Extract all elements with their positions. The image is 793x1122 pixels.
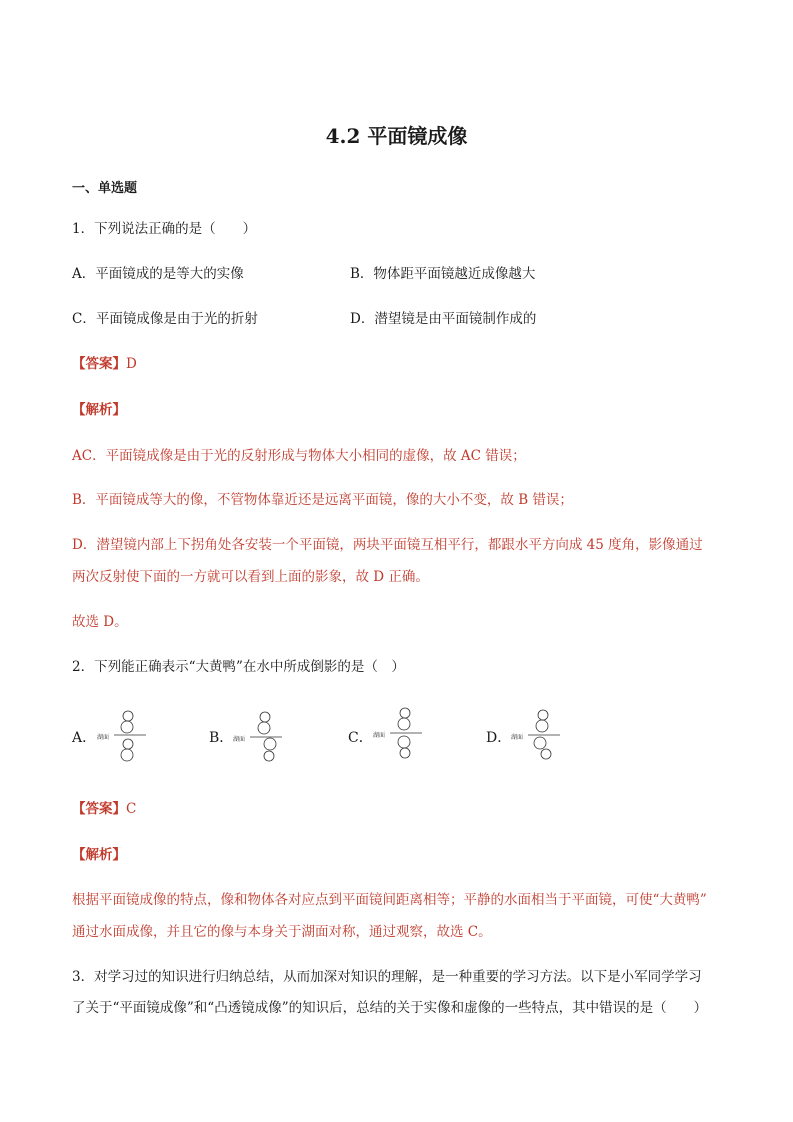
q2-stem: 2．下列能正确表示“大黄鸭”在水中所成倒影的是（ ） [72,659,405,675]
duck-reflection-figure-a [96,706,148,764]
duck-reflection-figure-b [232,708,284,766]
lake-surface-label: 湖面 [373,732,386,739]
q2-analysis-line-2: 通过水面成像，并且它的像与本身关于湖面对称，通过观察，故选 C。 [72,924,492,940]
q1-answer-tag: 【答案】 [72,356,126,372]
q1-answer: D [126,356,137,372]
q2-option-a-label: A． [72,730,97,746]
duck-reflection-figure-d [510,706,562,764]
q1-analysis-line-1: AC．平面镜成像是由于光的反射形成与物体大小相同的虚像，故 AC 错误； [72,448,526,464]
q2-analysis-line-1: 根据平面镜成像的特点，像和物体各对应点到平面镜间距离相等；平静的水面相当于平面镜，可使“大黄鸭” [72,892,707,908]
q2-option-d-label: D． [486,730,512,746]
q1-option-c: C．平面镜成像是由于光的折射 [72,311,258,327]
lake-surface-label: 湖面 [233,736,246,743]
q2-figure-c [372,704,424,762]
q2-figure-d [510,706,562,764]
q1-analysis-line-2: B．平面镜成等大的像，不管物体靠近还是远离平面镜，像的大小不变，故 B 错误； [72,492,573,508]
q2-analysis-tag: 【解析】 [72,847,126,863]
q1-stem: 1．下列说法正确的是（ ） [72,221,257,237]
q2-option-b-label: B． [209,730,234,746]
duck-reflection-figure-c [372,704,424,762]
q2-figure-b [232,708,284,766]
lake-surface-label: 湖面 [97,734,110,741]
q3-stem-line-1: 3．对学习过的知识进行归纳总结，从而加深对知识的理解，是一种重要的学习方法。以下是小军同学学习 [72,969,702,985]
q2-answer: C [126,801,137,817]
page-title: 4.2 平面镜成像 [325,124,468,148]
q1-analysis-tag: 【解析】 [72,402,126,418]
q2-answer-tag: 【答案】 [72,801,126,817]
q1-option-d: D．潜望镜是由平面镜制作成的 [350,311,537,327]
q2-option-c-label: C． [348,730,373,746]
q2-answer-line [72,797,136,817]
q1-option-b: B．物体距平面镜越近成像越大 [350,266,536,282]
q1-option-a: A．平面镜成的是等大的实像 [72,266,244,282]
q1-answer-line [72,352,137,372]
q1-conclusion: 故选 D。 [72,614,128,630]
q3-stem-line-2: 了关于“平面镜成像”和“凸透镜成像”的知识后，总结的关于实像和虚像的一些特点，其中错误的是（ ） [72,1000,708,1016]
q2-figure-a [96,706,148,764]
lake-surface-label: 湖面 [511,734,524,741]
q1-analysis-line-3: D．潜望镜内部上下拐角处各安装一个平面镜，两块平面镜互相平行，都跟水平方向成 45 度角，影像通过 [72,537,703,553]
section-heading: 一、单选题 [72,181,138,196]
q1-analysis-line-4: 两次反射使下面的一方就可以看到上面的影象，故 D 正确。 [72,569,429,585]
